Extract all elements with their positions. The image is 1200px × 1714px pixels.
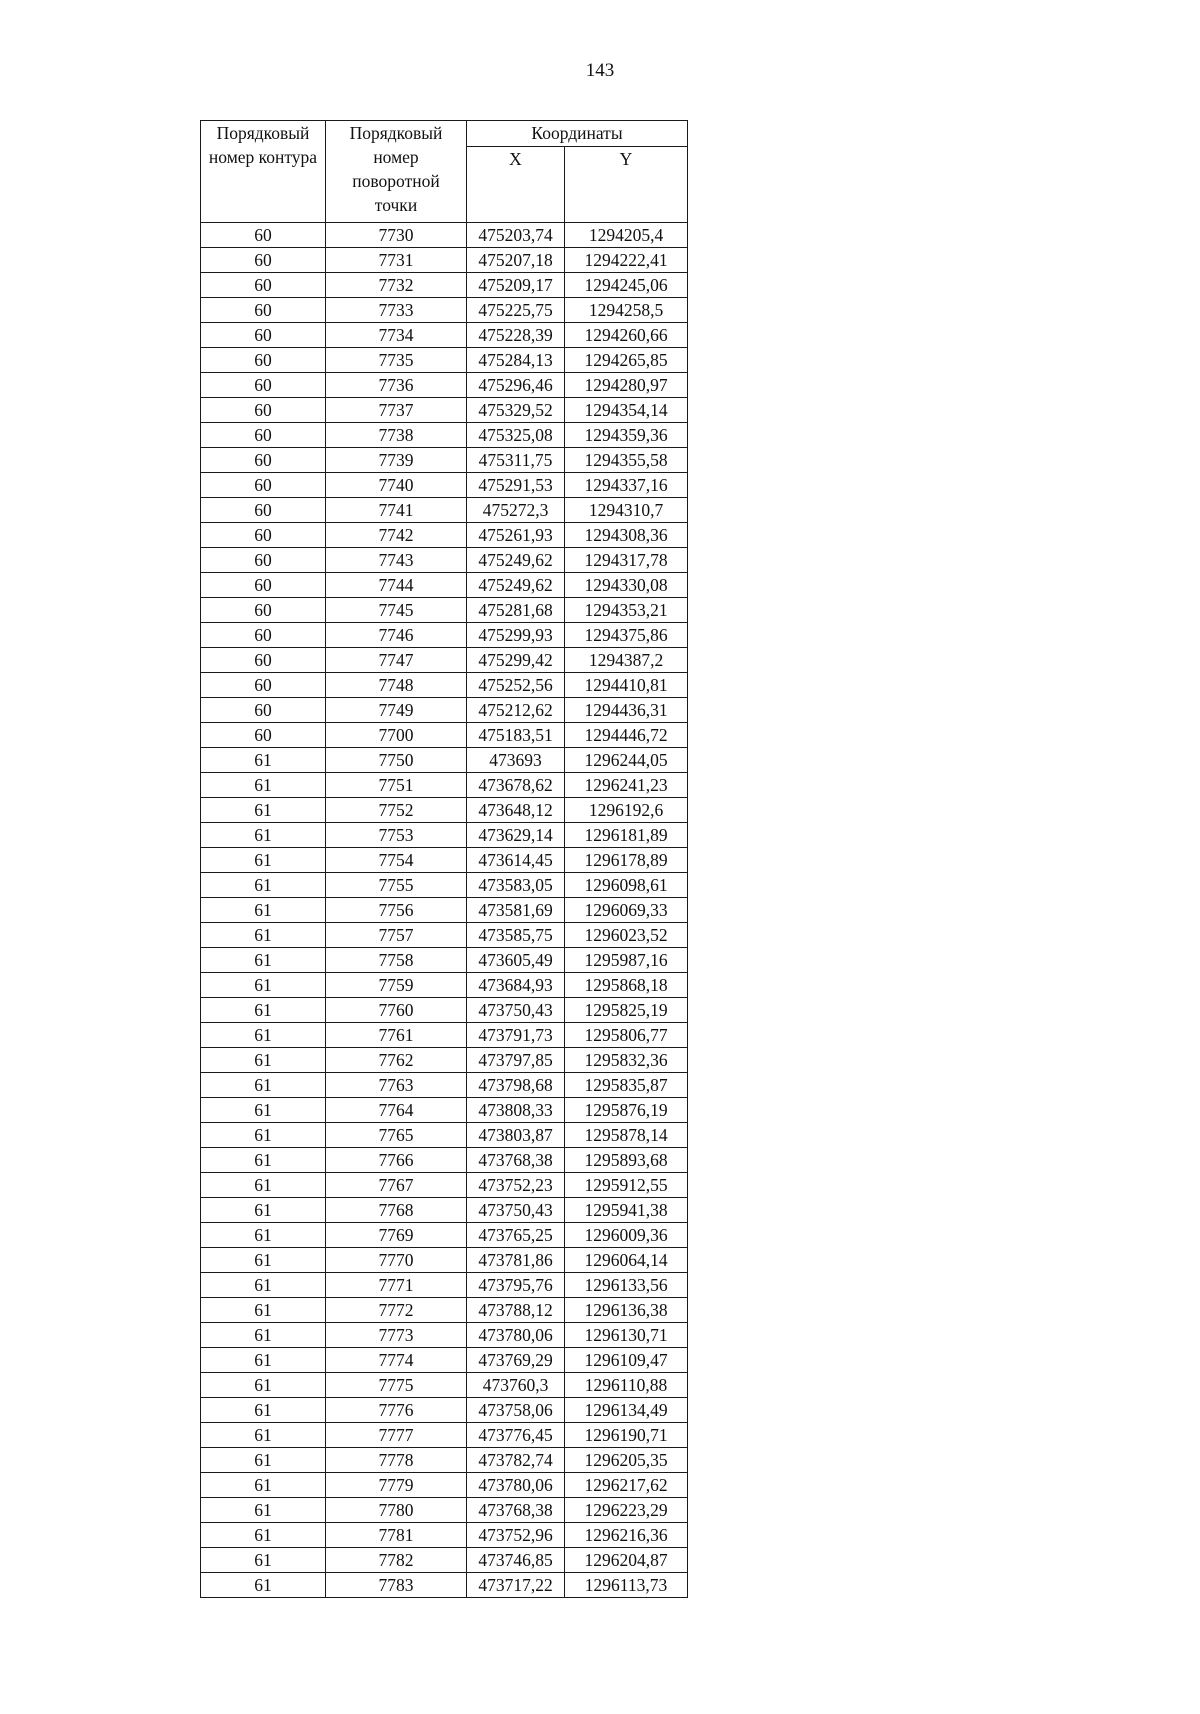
cell-x: 475296,46 [467, 373, 565, 398]
cell-contour-number: 61 [201, 1073, 326, 1098]
cell-y: 1296098,61 [565, 873, 688, 898]
cell-point-number: 7767 [326, 1173, 467, 1198]
cell-x: 473768,38 [467, 1148, 565, 1173]
cell-point-number: 7769 [326, 1223, 467, 1248]
cell-contour-number: 61 [201, 1473, 326, 1498]
cell-contour-number: 61 [201, 1573, 326, 1598]
cell-contour-number: 61 [201, 1098, 326, 1123]
table-row [201, 1098, 688, 1123]
table-row [201, 248, 688, 273]
table-row [201, 798, 688, 823]
table-row [201, 648, 688, 673]
header-point-line2: номер [373, 147, 419, 167]
header-point-number [326, 121, 467, 223]
cell-contour-number: 61 [201, 1223, 326, 1248]
cell-contour-number: 61 [201, 1373, 326, 1398]
table-row [201, 948, 688, 973]
table-row [201, 1248, 688, 1273]
cell-x: 475228,39 [467, 323, 565, 348]
cell-x: 473788,12 [467, 1298, 565, 1323]
cell-y: 1296217,62 [565, 1473, 688, 1498]
cell-x: 473760,3 [467, 1373, 565, 1398]
cell-y: 1295868,18 [565, 973, 688, 998]
cell-x: 473585,75 [467, 923, 565, 948]
cell-point-number: 7700 [326, 723, 467, 748]
cell-y: 1296136,38 [565, 1298, 688, 1323]
cell-point-number: 7781 [326, 1523, 467, 1548]
cell-point-number: 7734 [326, 323, 467, 348]
cell-x: 473752,96 [467, 1523, 565, 1548]
table-row [201, 298, 688, 323]
cell-contour-number: 61 [201, 1448, 326, 1473]
cell-x: 473768,38 [467, 1498, 565, 1523]
cell-y: 1294337,16 [565, 473, 688, 498]
table-row [201, 323, 688, 348]
cell-x: 473782,74 [467, 1448, 565, 1473]
cell-y: 1296223,29 [565, 1498, 688, 1523]
cell-contour-number: 61 [201, 1273, 326, 1298]
cell-x: 473781,86 [467, 1248, 565, 1273]
cell-x: 475249,62 [467, 548, 565, 573]
table-row [201, 1523, 688, 1548]
cell-y: 1296113,73 [565, 1573, 688, 1598]
cell-contour-number: 60 [201, 473, 326, 498]
table-row [201, 1048, 688, 1073]
cell-y: 1295878,14 [565, 1123, 688, 1148]
cell-contour-number: 60 [201, 598, 326, 623]
cell-x: 473776,45 [467, 1423, 565, 1448]
cell-point-number: 7753 [326, 823, 467, 848]
cell-y: 1294375,86 [565, 623, 688, 648]
cell-y: 1294205,4 [565, 223, 688, 248]
cell-x: 475225,75 [467, 298, 565, 323]
cell-x: 475203,74 [467, 223, 565, 248]
cell-y: 1296181,89 [565, 823, 688, 848]
table-row [201, 373, 688, 398]
cell-contour-number: 60 [201, 223, 326, 248]
cell-contour-number: 60 [201, 673, 326, 698]
cell-contour-number: 61 [201, 873, 326, 898]
cell-point-number: 7750 [326, 748, 467, 773]
cell-point-number: 7776 [326, 1398, 467, 1423]
header-point-line4: точки [374, 195, 418, 215]
cell-point-number: 7762 [326, 1048, 467, 1073]
cell-x: 473614,45 [467, 848, 565, 873]
cell-contour-number: 60 [201, 398, 326, 423]
cell-point-number: 7732 [326, 273, 467, 298]
cell-point-number: 7774 [326, 1348, 467, 1373]
cell-x: 473808,33 [467, 1098, 565, 1123]
table-body [201, 223, 688, 1598]
header-coordinates: Координаты [467, 121, 688, 147]
cell-contour-number: 60 [201, 573, 326, 598]
cell-contour-number: 61 [201, 1123, 326, 1148]
cell-contour-number: 61 [201, 998, 326, 1023]
cell-x: 475284,13 [467, 348, 565, 373]
cell-contour-number: 60 [201, 248, 326, 273]
cell-x: 473605,49 [467, 948, 565, 973]
cell-point-number: 7754 [326, 848, 467, 873]
table-row [201, 1073, 688, 1098]
cell-point-number: 7773 [326, 1323, 467, 1348]
cell-point-number: 7744 [326, 573, 467, 598]
table-row [201, 1023, 688, 1048]
cell-contour-number: 60 [201, 373, 326, 398]
cell-contour-number: 61 [201, 1523, 326, 1548]
cell-x: 473678,62 [467, 773, 565, 798]
table-row [201, 1173, 688, 1198]
header-contour-number [201, 121, 326, 223]
table-row [201, 873, 688, 898]
table-row [201, 273, 688, 298]
cell-point-number: 7752 [326, 798, 467, 823]
cell-point-number: 7778 [326, 1448, 467, 1473]
cell-x: 475252,56 [467, 673, 565, 698]
cell-x: 473780,06 [467, 1473, 565, 1498]
cell-x: 475325,08 [467, 423, 565, 448]
cell-contour-number: 61 [201, 773, 326, 798]
cell-y: 1296009,36 [565, 1223, 688, 1248]
cell-contour-number: 61 [201, 1498, 326, 1523]
cell-y: 1295893,68 [565, 1148, 688, 1173]
cell-y: 1294222,41 [565, 248, 688, 273]
cell-y: 1296244,05 [565, 748, 688, 773]
cell-point-number: 7782 [326, 1548, 467, 1573]
table-row [201, 1573, 688, 1598]
cell-y: 1296134,49 [565, 1398, 688, 1423]
cell-point-number: 7770 [326, 1248, 467, 1273]
cell-y: 1294359,36 [565, 423, 688, 448]
table-row [201, 1123, 688, 1148]
cell-point-number: 7765 [326, 1123, 467, 1148]
cell-contour-number: 61 [201, 823, 326, 848]
cell-contour-number: 61 [201, 1148, 326, 1173]
cell-point-number: 7763 [326, 1073, 467, 1098]
cell-x: 473750,43 [467, 1198, 565, 1223]
cell-x: 473797,85 [467, 1048, 565, 1073]
cell-contour-number: 60 [201, 623, 326, 648]
cell-y: 1296109,47 [565, 1348, 688, 1373]
cell-contour-number: 61 [201, 1048, 326, 1073]
cell-y: 1294308,36 [565, 523, 688, 548]
table-header [201, 121, 688, 223]
cell-y: 1296205,35 [565, 1448, 688, 1473]
table-row [201, 823, 688, 848]
cell-y: 1296216,36 [565, 1523, 688, 1548]
cell-contour-number: 61 [201, 973, 326, 998]
cell-contour-number: 61 [201, 1248, 326, 1273]
cell-y: 1294265,85 [565, 348, 688, 373]
cell-x: 473717,22 [467, 1573, 565, 1598]
table-row [201, 698, 688, 723]
header-y: Y [565, 147, 688, 223]
cell-contour-number: 61 [201, 1423, 326, 1448]
cell-y: 1296133,56 [565, 1273, 688, 1298]
cell-y: 1295825,19 [565, 998, 688, 1023]
cell-x: 475272,3 [467, 498, 565, 523]
cell-contour-number: 60 [201, 498, 326, 523]
cell-contour-number: 61 [201, 898, 326, 923]
cell-contour-number: 60 [201, 423, 326, 448]
table-row [201, 1348, 688, 1373]
cell-y: 1294258,5 [565, 298, 688, 323]
cell-y: 1294436,31 [565, 698, 688, 723]
cell-point-number: 7733 [326, 298, 467, 323]
cell-contour-number: 61 [201, 1398, 326, 1423]
cell-point-number: 7783 [326, 1573, 467, 1598]
table-row [201, 598, 688, 623]
cell-y: 1295835,87 [565, 1073, 688, 1098]
table-row [201, 1498, 688, 1523]
cell-y: 1296064,14 [565, 1248, 688, 1273]
cell-point-number: 7735 [326, 348, 467, 373]
cell-x: 475183,51 [467, 723, 565, 748]
cell-point-number: 7755 [326, 873, 467, 898]
cell-y: 1294410,81 [565, 673, 688, 698]
cell-y: 1295876,19 [565, 1098, 688, 1123]
cell-y: 1296178,89 [565, 848, 688, 873]
cell-x: 475207,18 [467, 248, 565, 273]
cell-contour-number: 60 [201, 548, 326, 573]
header-contour-line2: номер контура [208, 147, 318, 167]
cell-x: 473746,85 [467, 1548, 565, 1573]
table-row [201, 423, 688, 448]
cell-point-number: 7743 [326, 548, 467, 573]
cell-x: 473791,73 [467, 1023, 565, 1048]
table-row [201, 398, 688, 423]
cell-point-number: 7780 [326, 1498, 467, 1523]
table-row [201, 748, 688, 773]
cell-x: 475261,93 [467, 523, 565, 548]
cell-y: 1296190,71 [565, 1423, 688, 1448]
cell-point-number: 7737 [326, 398, 467, 423]
cell-y: 1295806,77 [565, 1023, 688, 1048]
cell-contour-number: 60 [201, 698, 326, 723]
cell-point-number: 7745 [326, 598, 467, 623]
cell-contour-number: 60 [201, 648, 326, 673]
cell-x: 473803,87 [467, 1123, 565, 1148]
cell-y: 1294260,66 [565, 323, 688, 348]
cell-x: 475249,62 [467, 573, 565, 598]
cell-y: 1294387,2 [565, 648, 688, 673]
cell-x: 475212,62 [467, 698, 565, 723]
table-row [201, 1148, 688, 1173]
cell-x: 473752,23 [467, 1173, 565, 1198]
cell-contour-number: 61 [201, 798, 326, 823]
table-row [201, 1273, 688, 1298]
cell-contour-number: 60 [201, 348, 326, 373]
cell-point-number: 7757 [326, 923, 467, 948]
page-number: 143 [585, 60, 615, 81]
cell-x: 473750,43 [467, 998, 565, 1023]
table-row [201, 1198, 688, 1223]
cell-y: 1294245,06 [565, 273, 688, 298]
cell-x: 473780,06 [467, 1323, 565, 1348]
cell-contour-number: 60 [201, 323, 326, 348]
cell-point-number: 7746 [326, 623, 467, 648]
cell-y: 1296204,87 [565, 1548, 688, 1573]
cell-contour-number: 61 [201, 1173, 326, 1198]
table-row [201, 923, 688, 948]
table-row [201, 973, 688, 998]
cell-contour-number: 61 [201, 848, 326, 873]
header-point-line1: Порядковый [349, 123, 443, 143]
table-row [201, 1423, 688, 1448]
cell-y: 1294355,58 [565, 448, 688, 473]
cell-x: 473684,93 [467, 973, 565, 998]
table-row [201, 1448, 688, 1473]
header-contour-line1: Порядковый [216, 123, 310, 143]
cell-contour-number: 61 [201, 923, 326, 948]
cell-point-number: 7759 [326, 973, 467, 998]
table-row [201, 723, 688, 748]
cell-y: 1296023,52 [565, 923, 688, 948]
table-row [201, 1398, 688, 1423]
table-row [201, 673, 688, 698]
cell-y: 1296110,88 [565, 1373, 688, 1398]
cell-contour-number: 60 [201, 298, 326, 323]
cell-x: 475209,17 [467, 273, 565, 298]
table-row [201, 1223, 688, 1248]
cell-point-number: 7779 [326, 1473, 467, 1498]
cell-point-number: 7741 [326, 498, 467, 523]
cell-y: 1296069,33 [565, 898, 688, 923]
cell-contour-number: 61 [201, 1548, 326, 1573]
cell-x: 473648,12 [467, 798, 565, 823]
cell-point-number: 7738 [326, 423, 467, 448]
cell-contour-number: 60 [201, 273, 326, 298]
cell-point-number: 7766 [326, 1148, 467, 1173]
cell-point-number: 7731 [326, 248, 467, 273]
cell-y: 1296241,23 [565, 773, 688, 798]
cell-point-number: 7768 [326, 1198, 467, 1223]
cell-y: 1294310,7 [565, 498, 688, 523]
cell-y: 1294330,08 [565, 573, 688, 598]
cell-contour-number: 60 [201, 523, 326, 548]
cell-x: 473758,06 [467, 1398, 565, 1423]
table-row [201, 348, 688, 373]
table-row [201, 448, 688, 473]
cell-contour-number: 61 [201, 748, 326, 773]
table-row [201, 848, 688, 873]
table-row [201, 523, 688, 548]
cell-x: 473629,14 [467, 823, 565, 848]
table-row [201, 623, 688, 648]
table-row [201, 1473, 688, 1498]
cell-point-number: 7742 [326, 523, 467, 548]
cell-y: 1295832,36 [565, 1048, 688, 1073]
cell-point-number: 7764 [326, 1098, 467, 1123]
cell-x: 473795,76 [467, 1273, 565, 1298]
cell-x: 475311,75 [467, 448, 565, 473]
cell-y: 1295941,38 [565, 1198, 688, 1223]
cell-y: 1294446,72 [565, 723, 688, 748]
cell-y: 1294280,97 [565, 373, 688, 398]
cell-x: 473798,68 [467, 1073, 565, 1098]
cell-point-number: 7761 [326, 1023, 467, 1048]
cell-x: 473583,05 [467, 873, 565, 898]
coordinates-table [200, 120, 688, 1598]
cell-y: 1296192,6 [565, 798, 688, 823]
cell-x: 475329,52 [467, 398, 565, 423]
cell-point-number: 7748 [326, 673, 467, 698]
cell-point-number: 7775 [326, 1373, 467, 1398]
table-row [201, 1373, 688, 1398]
cell-point-number: 7760 [326, 998, 467, 1023]
cell-contour-number: 61 [201, 1323, 326, 1348]
cell-point-number: 7771 [326, 1273, 467, 1298]
cell-y: 1294317,78 [565, 548, 688, 573]
cell-point-number: 7736 [326, 373, 467, 398]
cell-point-number: 7777 [326, 1423, 467, 1448]
cell-y: 1294354,14 [565, 398, 688, 423]
cell-x: 475299,93 [467, 623, 565, 648]
cell-x: 473765,25 [467, 1223, 565, 1248]
table-row [201, 498, 688, 523]
cell-point-number: 7730 [326, 223, 467, 248]
cell-y: 1294353,21 [565, 598, 688, 623]
table-row [201, 548, 688, 573]
cell-contour-number: 61 [201, 1023, 326, 1048]
table-row [201, 998, 688, 1023]
cell-x: 473693 [467, 748, 565, 773]
cell-x: 475281,68 [467, 598, 565, 623]
header-x: X [467, 147, 565, 223]
cell-contour-number: 61 [201, 1198, 326, 1223]
cell-x: 473581,69 [467, 898, 565, 923]
cell-contour-number: 60 [201, 448, 326, 473]
table-row [201, 573, 688, 598]
cell-contour-number: 61 [201, 948, 326, 973]
cell-point-number: 7740 [326, 473, 467, 498]
table-row [201, 898, 688, 923]
cell-point-number: 7772 [326, 1298, 467, 1323]
cell-x: 475291,53 [467, 473, 565, 498]
table-row [201, 473, 688, 498]
cell-contour-number: 60 [201, 723, 326, 748]
table-row [201, 223, 688, 248]
cell-contour-number: 61 [201, 1348, 326, 1373]
cell-point-number: 7751 [326, 773, 467, 798]
header-point-line3: поворотной [352, 171, 440, 191]
cell-point-number: 7739 [326, 448, 467, 473]
cell-y: 1296130,71 [565, 1323, 688, 1348]
table-row [201, 1323, 688, 1348]
cell-contour-number: 61 [201, 1298, 326, 1323]
cell-point-number: 7756 [326, 898, 467, 923]
table-row [201, 773, 688, 798]
cell-x: 475299,42 [467, 648, 565, 673]
cell-point-number: 7749 [326, 698, 467, 723]
cell-y: 1295912,55 [565, 1173, 688, 1198]
table-row [201, 1548, 688, 1573]
cell-y: 1295987,16 [565, 948, 688, 973]
cell-x: 473769,29 [467, 1348, 565, 1373]
cell-point-number: 7747 [326, 648, 467, 673]
table-row [201, 1298, 688, 1323]
cell-point-number: 7758 [326, 948, 467, 973]
